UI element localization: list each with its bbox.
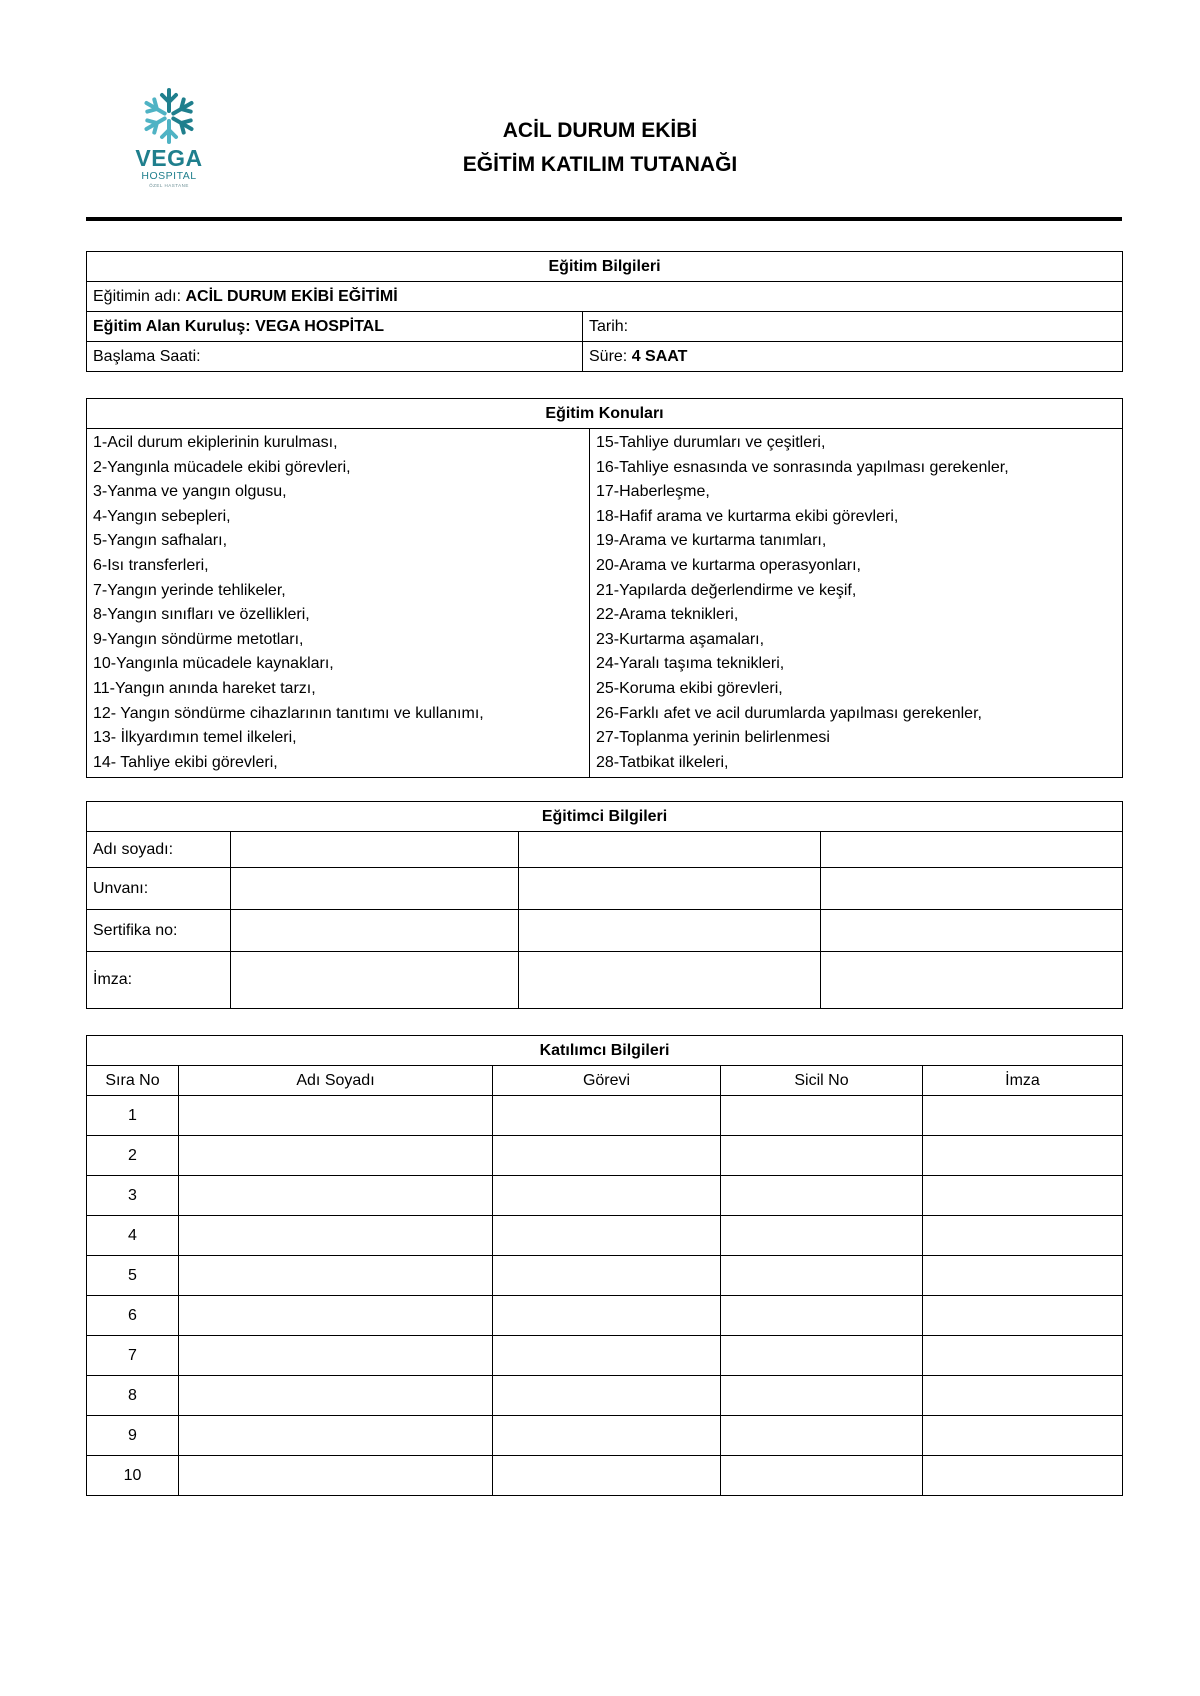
table-row: [87, 1256, 1123, 1296]
trainer-title-field-1[interactable]: [231, 868, 519, 910]
participant-registry-cell[interactable]: [721, 1256, 923, 1296]
table-row: [87, 1096, 1123, 1136]
table-row: [87, 1216, 1123, 1256]
organization-cell: [87, 312, 583, 342]
participant-registry-cell[interactable]: [721, 1336, 923, 1376]
participant-registry-cell[interactable]: [721, 1416, 923, 1456]
topics-left-column: [87, 429, 590, 778]
document-title: [400, 114, 800, 182]
participant-name-cell[interactable]: [179, 1296, 493, 1336]
topic-item: 1-Acil durum ekiplerinin kurulması,: [93, 434, 338, 451]
table-row: [87, 1336, 1123, 1376]
topic-item: 6-Isı transferleri,: [93, 556, 209, 574]
table-row: [87, 1416, 1123, 1456]
participant-position-cell[interactable]: [493, 1256, 721, 1296]
trainer-signature-field-1[interactable]: [231, 952, 519, 1009]
participant-registry-cell[interactable]: [721, 1296, 923, 1336]
participant-position-cell[interactable]: [493, 1376, 721, 1416]
organization-value: VEGA HOSPİTAL: [255, 317, 384, 335]
participant-registry-cell[interactable]: [721, 1136, 923, 1176]
participant-name-cell[interactable]: [179, 1176, 493, 1216]
trainer-certificate-field-1[interactable]: [231, 910, 519, 952]
participant-signature-cell[interactable]: [923, 1336, 1123, 1376]
row-number: 6: [87, 1296, 179, 1336]
topic-item: 14- Tahliye ekibi görevleri,: [93, 753, 278, 771]
participant-name-cell[interactable]: [179, 1456, 493, 1496]
table-row: [87, 1456, 1123, 1496]
participant-signature-cell[interactable]: [923, 1136, 1123, 1176]
start-time-label: Başlama Saati:: [93, 347, 201, 365]
topic-item: 26-Farklı afet ve acil durumlarda yapılması gerekenler,: [596, 704, 982, 722]
logo-sub: HOSPITAL: [141, 170, 197, 182]
training-topics-table: [86, 398, 1123, 778]
participant-signature-cell[interactable]: [923, 1096, 1123, 1136]
topic-item: 10-Yangınla mücadele kaynakları,: [93, 655, 334, 673]
topic-item: 2-Yangınla mücadele ekibi görevleri,: [93, 458, 351, 476]
column-header-order: Sıra No: [87, 1066, 179, 1096]
vega-hospital-logo: [128, 86, 210, 196]
column-header-name: Adı Soyadı: [179, 1066, 493, 1096]
row-number: 5: [87, 1256, 179, 1296]
row-number: 3: [87, 1176, 179, 1216]
table-row: [87, 1136, 1123, 1176]
participant-registry-cell[interactable]: [721, 1216, 923, 1256]
table-row: [87, 1296, 1123, 1336]
participant-name-cell[interactable]: [179, 1096, 493, 1136]
date-cell: [583, 312, 1123, 342]
snowflake-logo-icon: [128, 86, 210, 148]
duration-value: 4 SAAT: [631, 347, 688, 365]
organization-label: Eğitim Alan Kuruluş:: [93, 317, 251, 335]
column-header-registry: Sicil No: [721, 1066, 923, 1096]
training-name-label: Eğitimin adı:: [93, 287, 182, 305]
topics-right-column: [590, 429, 1123, 778]
trainer-title-label: Unvanı:: [87, 868, 231, 910]
participant-signature-cell[interactable]: [923, 1296, 1123, 1336]
topic-item: 12- Yangın söndürme cihazlarının tanıtımı ve kullanımı,: [93, 704, 484, 722]
topic-item: 21-Yapılarda değerlendirme ve keşif,: [596, 581, 857, 599]
topic-item: 9-Yangın söndürme metotları,: [93, 630, 304, 648]
row-number: 2: [87, 1136, 179, 1176]
trainer-title-field-3[interactable]: [821, 868, 1123, 910]
date-label: Tarih:: [589, 317, 629, 335]
participant-signature-cell[interactable]: [923, 1176, 1123, 1216]
participant-name-cell[interactable]: [179, 1256, 493, 1296]
participant-position-cell[interactable]: [493, 1336, 721, 1376]
trainer-name-field-1[interactable]: [231, 832, 519, 868]
training-topics-header: Eğitim Konuları: [87, 399, 1123, 429]
topic-item: 4-Yangın sebepleri,: [93, 507, 231, 525]
topic-item: 5-Yangın safhaları,: [93, 532, 228, 550]
training-name-value: ACİL DURUM EKİBİ EĞİTİMİ: [185, 287, 398, 305]
participant-position-cell[interactable]: [493, 1136, 721, 1176]
participant-name-cell[interactable]: [179, 1376, 493, 1416]
duration-cell: [583, 342, 1123, 372]
topic-item: 8-Yangın sınıfları ve özellikleri,: [93, 606, 310, 624]
participant-registry-cell[interactable]: [721, 1456, 923, 1496]
topic-item: 24-Yaralı taşıma teknikleri,: [596, 655, 785, 673]
topic-item: 16-Tahliye esnasında ve sonrasında yapılması gerekenler,: [596, 458, 1009, 476]
participant-position-cell[interactable]: [493, 1176, 721, 1216]
topic-item: 11-Yangın anında hareket tarzı,: [93, 679, 316, 697]
topic-item: 17-Haberleşme,: [596, 483, 710, 501]
column-header-position: Görevi: [493, 1066, 721, 1096]
topic-item: 27-Toplanma yerinin belirlenmesi: [596, 729, 830, 747]
trainer-certificate-label: Sertifika no:: [87, 910, 231, 952]
topic-item: 13- İlkyardımın temel ilkeleri,: [93, 729, 297, 747]
participant-position-cell[interactable]: [493, 1216, 721, 1256]
logo-name: VEGA: [135, 145, 203, 171]
row-number: 9: [87, 1416, 179, 1456]
trainer-name-field-3[interactable]: [821, 832, 1123, 868]
title-line-1: ACİL DURUM EKİBİ: [502, 119, 698, 142]
trainer-info-header: Eğitimci Bilgileri: [87, 802, 1123, 832]
participant-name-cell[interactable]: [179, 1416, 493, 1456]
trainer-certificate-field-3[interactable]: [821, 910, 1123, 952]
column-header-signature: İmza: [923, 1066, 1123, 1096]
trainer-title-field-2[interactable]: [519, 868, 821, 910]
logo-tagline: ÖZEL HASTANE: [149, 183, 189, 188]
participant-signature-cell[interactable]: [923, 1416, 1123, 1456]
trainer-info-table: [86, 801, 1123, 1009]
table-row: [87, 1176, 1123, 1216]
topic-item: 20-Arama ve kurtarma operasyonları,: [596, 556, 861, 574]
table-row: [87, 1376, 1123, 1416]
participant-info-table: [86, 1035, 1123, 1496]
topic-item: 28-Tatbikat ilkeleri,: [596, 753, 729, 771]
participant-registry-cell[interactable]: [721, 1376, 923, 1416]
participant-name-cell[interactable]: [179, 1336, 493, 1376]
row-number: 8: [87, 1376, 179, 1416]
topic-item: 19-Arama ve kurtarma tanımları,: [596, 532, 827, 550]
participant-signature-cell[interactable]: [923, 1456, 1123, 1496]
title-line-2: EĞİTİM KATILIM TUTANAĞI: [462, 153, 738, 176]
participant-registry-cell[interactable]: [721, 1176, 923, 1216]
trainer-name-field-2[interactable]: [519, 832, 821, 868]
participant-position-cell[interactable]: [493, 1296, 721, 1336]
topic-item: 7-Yangın yerinde tehlikeler,: [93, 581, 286, 599]
trainer-certificate-field-2[interactable]: [519, 910, 821, 952]
trainer-name-label: Adı soyadı:: [87, 832, 231, 868]
trainer-signature-field-3[interactable]: [821, 952, 1123, 1009]
duration-label: Süre:: [589, 347, 628, 365]
start-time-cell: [87, 342, 583, 372]
participant-registry-cell[interactable]: [721, 1096, 923, 1136]
training-name-cell: [87, 282, 1123, 312]
training-info-header: Eğitim Bilgileri: [87, 252, 1123, 282]
topic-item: 25-Koruma ekibi görevleri,: [596, 679, 783, 697]
participant-signature-cell[interactable]: [923, 1376, 1123, 1416]
training-info-table: [86, 251, 1123, 372]
topic-item: 18-Hafif arama ve kurtarma ekibi görevleri,: [596, 507, 899, 525]
trainer-signature-field-2[interactable]: [519, 952, 821, 1009]
trainer-signature-label: İmza:: [87, 952, 231, 1009]
participant-signature-cell[interactable]: [923, 1256, 1123, 1296]
topic-item: 23-Kurtarma aşamaları,: [596, 630, 765, 648]
topic-item: 15-Tahliye durumları ve çeşitleri,: [596, 434, 826, 451]
participant-position-cell[interactable]: [493, 1456, 721, 1496]
topic-item: 22-Arama teknikleri,: [596, 606, 739, 624]
row-number: 1: [87, 1096, 179, 1136]
topic-item: 3-Yanma ve yangın olgusu,: [93, 483, 287, 501]
participant-name-cell[interactable]: [179, 1216, 493, 1256]
participant-signature-cell[interactable]: [923, 1216, 1123, 1256]
participant-name-cell[interactable]: [179, 1136, 493, 1176]
row-number: 4: [87, 1216, 179, 1256]
header-rule: [86, 217, 1122, 221]
participant-position-cell[interactable]: [493, 1416, 721, 1456]
participant-position-cell[interactable]: [493, 1096, 721, 1136]
participant-info-header: Katılımcı Bilgileri: [87, 1036, 1123, 1066]
row-number: 10: [87, 1456, 179, 1496]
row-number: 7: [87, 1336, 179, 1376]
